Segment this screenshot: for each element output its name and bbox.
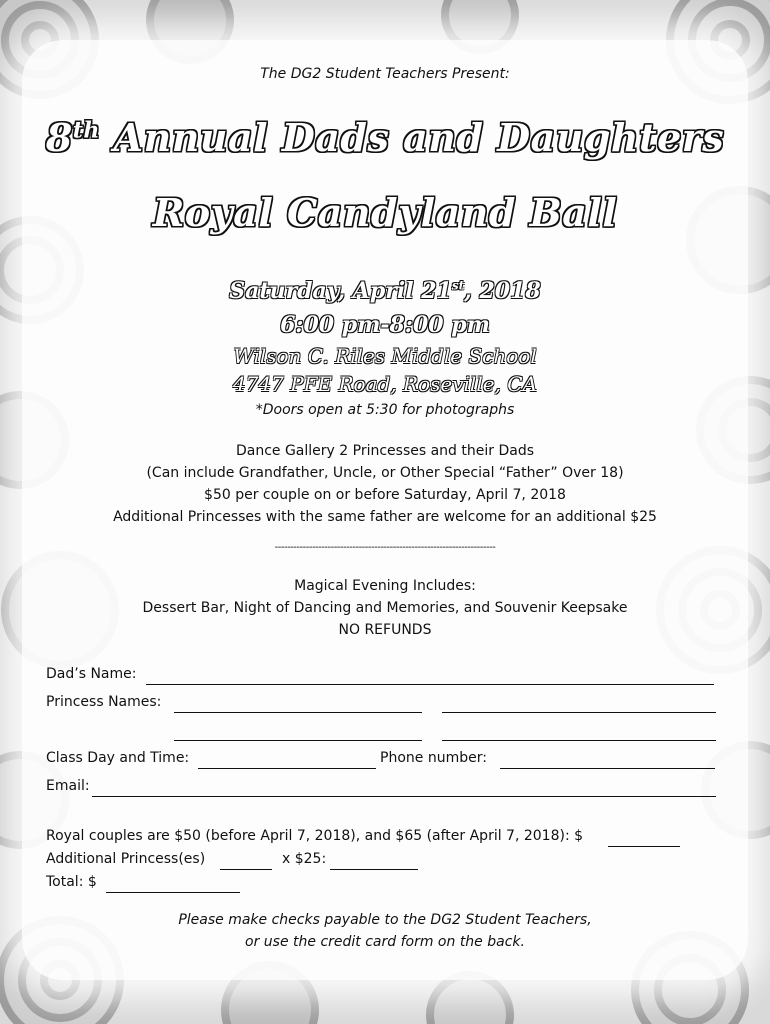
additional-princess-label: Additional Princess(es) xyxy=(46,851,206,867)
total-label: Total: $ xyxy=(46,874,97,890)
footer-checks-note: Please make checks payable to the DG2 Student Teachers, xyxy=(178,912,592,928)
title-line-1-text: Annual Dads and Daughters xyxy=(99,115,725,160)
princess-names-label: Princess Names: xyxy=(46,694,162,710)
class-day-time-label: Class Day and Time: xyxy=(46,750,190,766)
event-school: Wilson C. Riles Middle School xyxy=(233,344,537,368)
email-field[interactable] xyxy=(92,796,716,797)
presenter-line: The DG2 Student Teachers Present: xyxy=(260,66,510,82)
details-line-2: (Can include Grandfather, Uncle, or Other Special “Father” Over 18) xyxy=(146,465,624,481)
footer-credit-note: or use the credit card form on the back. xyxy=(245,934,525,950)
dashed-divider: ----------------------------------------------------------------------- xyxy=(274,542,496,553)
princess-name-field-1[interactable] xyxy=(174,712,422,713)
details-line-3: $50 per couple on or before Saturday, April 7, 2018 xyxy=(204,487,566,503)
no-refunds: NO REFUNDS xyxy=(338,622,432,638)
details-line-1: Dance Gallery 2 Princesses and their Dads xyxy=(235,443,535,459)
includes-heading: Magical Evening Includes: xyxy=(294,578,476,594)
dads-name-field[interactable] xyxy=(146,684,714,685)
dads-name-label: Dad’s Name: xyxy=(46,666,137,682)
title-ordinal-suffix: th xyxy=(72,117,100,144)
event-address: 4747 PFE Road, Roseville, CA xyxy=(232,372,538,396)
additional-princess-count-field[interactable] xyxy=(220,869,272,870)
includes-items: Dessert Bar, Night of Dancing and Memories, and Souvenir Keepsake xyxy=(142,600,628,616)
email-label: Email: xyxy=(46,778,90,794)
class-day-time-field[interactable] xyxy=(198,768,376,769)
title-line-2: Royal Candyland Ball xyxy=(152,190,618,235)
princess-name-field-2[interactable] xyxy=(442,712,716,713)
princess-name-field-4[interactable] xyxy=(442,740,716,741)
royal-couples-amount-field[interactable] xyxy=(608,846,680,847)
royal-couples-label: Royal couples are $50 (before April 7, 2018), and $65 (after April 7, 2018): $ xyxy=(46,828,584,844)
event-date-suffix: st xyxy=(451,278,465,293)
title-line-1 xyxy=(0,115,770,160)
event-date xyxy=(0,278,770,304)
event-date-year: , 2018 xyxy=(464,278,541,304)
princess-name-field-3[interactable] xyxy=(174,740,422,741)
event-date-main: Saturday, April 21 xyxy=(229,278,452,304)
doors-note: *Doors open at 5:30 for photographs xyxy=(255,402,515,418)
additional-princess-amount-field[interactable] xyxy=(330,869,418,870)
phone-label: Phone number: xyxy=(380,750,487,766)
details-line-4: Additional Princesses with the same father are welcome for an additional $25 xyxy=(113,509,657,525)
total-field[interactable] xyxy=(106,892,240,893)
times-25-label: x $25: xyxy=(282,851,327,867)
event-time: 6:00 pm-8:00 pm xyxy=(280,312,490,338)
phone-field[interactable] xyxy=(500,768,715,769)
title-ordinal: 8 xyxy=(45,115,73,160)
